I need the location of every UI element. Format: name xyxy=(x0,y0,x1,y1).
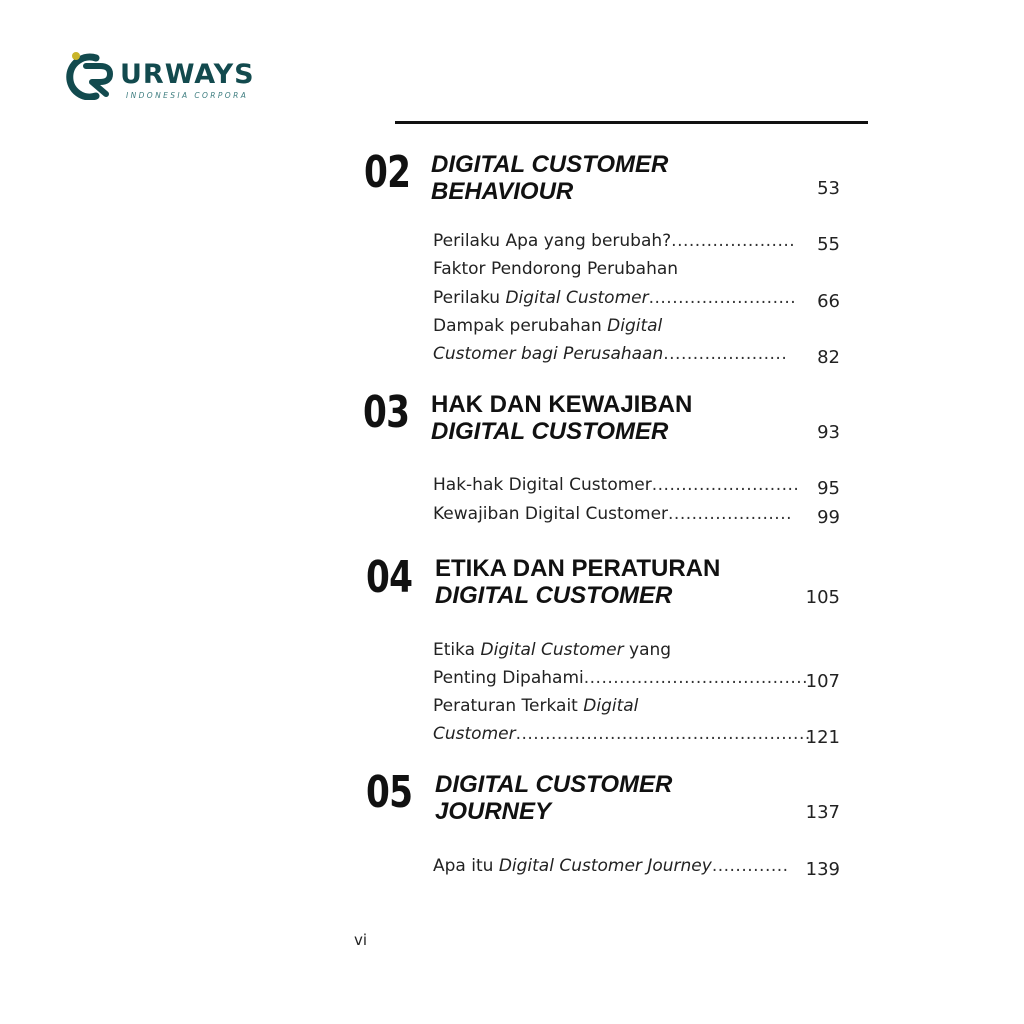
chapter-title-line1: DIGITAL CUSTOMER xyxy=(431,151,669,178)
chapter-title-line1: HAK DAN KEWAJIBAN xyxy=(431,391,693,418)
toc-entry: Apa itu Digital Customer Journey............. xyxy=(433,856,789,876)
header-rule xyxy=(395,121,868,124)
entry-page: 66 xyxy=(817,291,840,312)
entry-page: 121 xyxy=(805,727,840,748)
chapter-title-line1: DIGITAL CUSTOMER xyxy=(435,771,673,798)
toc-entry: Hak-hak Digital Customer......................... xyxy=(433,475,800,495)
chapter-page: 105 xyxy=(805,587,840,608)
toc-entry: Dampak perubahan Digital xyxy=(433,316,663,336)
toc-entry: Peraturan Terkait Digital xyxy=(433,696,639,716)
chapter-number: 05 xyxy=(366,767,413,818)
chapter-number: 04 xyxy=(366,552,413,603)
toc-entry: Penting Dipahami...................................... xyxy=(433,668,809,688)
chapter-title-line2: BEHAVIOUR xyxy=(431,178,574,205)
logo-mark-icon xyxy=(66,52,118,100)
toc-entry: Perilaku Apa yang berubah?..................... xyxy=(433,231,796,251)
toc-entry: Etika Digital Customer yang xyxy=(433,640,672,660)
chapter-title-line2: DIGITAL CUSTOMER xyxy=(431,418,669,445)
toc-entry: Perilaku Digital Customer......................... xyxy=(433,288,797,308)
chapter-title-line1: ETIKA DAN PERATURAN xyxy=(435,555,721,582)
toc-entry: Faktor Pendorong Perubahan xyxy=(433,259,679,279)
chapter-title-line2: DIGITAL CUSTOMER xyxy=(435,582,673,609)
entry-page: 82 xyxy=(817,347,840,368)
chapter-number: 02 xyxy=(364,147,411,198)
logo-wordmark: URWAYS xyxy=(120,59,255,90)
entry-page: 95 xyxy=(817,478,840,499)
entry-page: 55 xyxy=(817,234,840,255)
toc-entry: Customer bagi Perusahaan..................... xyxy=(433,344,788,364)
publisher-logo xyxy=(66,50,276,106)
logo-subtitle: INDONESIA CORPORA xyxy=(126,91,249,100)
entry-page: 107 xyxy=(805,671,840,692)
chapter-title-line2: JOURNEY xyxy=(435,798,552,825)
chapter-number: 03 xyxy=(363,387,410,438)
chapter-page: 53 xyxy=(817,178,840,199)
toc-entry: Kewajiban Digital Customer..................... xyxy=(433,504,793,524)
entry-page: 99 xyxy=(817,507,840,528)
chapter-page: 137 xyxy=(805,802,840,823)
chapter-page: 93 xyxy=(817,422,840,443)
page-folio: vi xyxy=(354,931,368,949)
entry-page: 139 xyxy=(805,859,840,880)
toc-entry: Customer.................................................. xyxy=(433,724,811,744)
